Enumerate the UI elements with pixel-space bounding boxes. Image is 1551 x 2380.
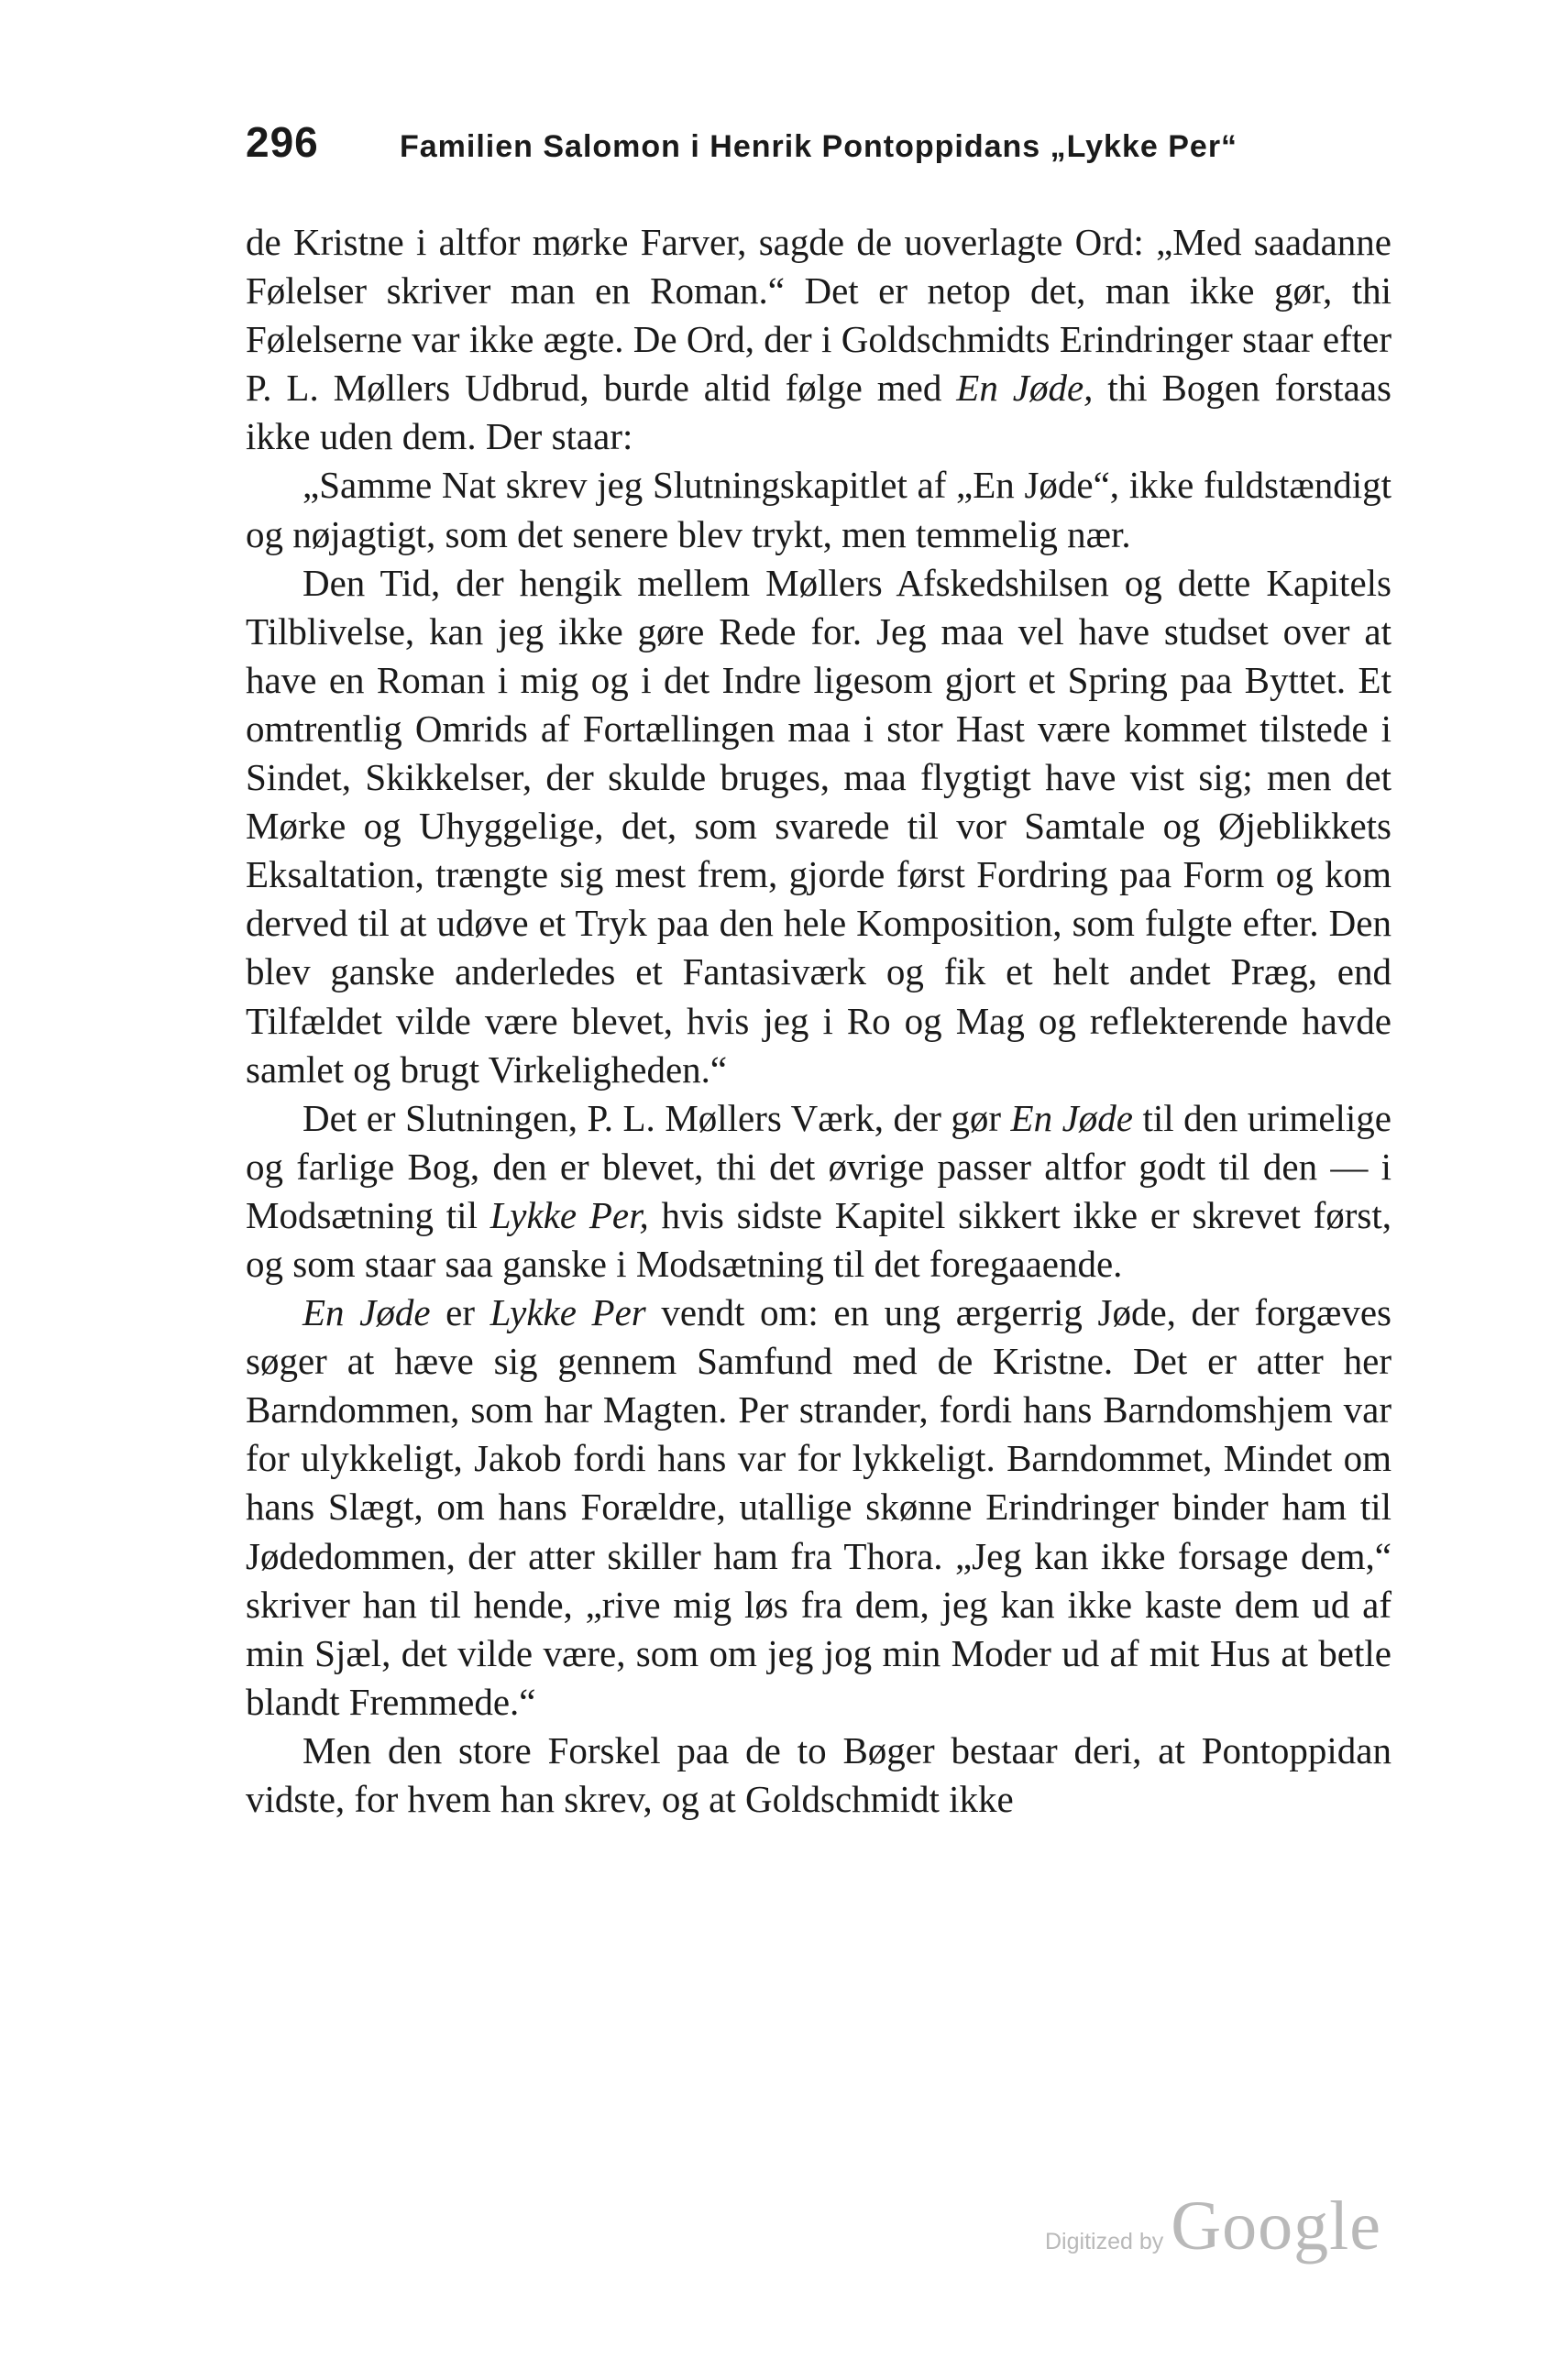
italic-title: En Jøde [1010,1096,1133,1139]
text-run: er [430,1291,490,1334]
running-title: Familien Salomon i Henrik Pontoppidans „Lykke Per“ [400,129,1238,164]
book-page [246,117,1392,1824]
italic-title: En Jøde, [956,367,1094,410]
running-header [246,117,1392,169]
paragraph [246,1289,1392,1727]
text-run: Men den store Forskel paa de to Bøger bestaar deri, at Pontoppidan vidste, for hvem han skrev, og at Goldschmidt ikke [246,1728,1392,1820]
text-run: vendt om: en ung ærgerrig Jøde, der forgæves søger at hæve sig gennem Samfund med de Kristne. Det er atter her Barndommen, som har Magten. Per strander, fordi hans Barndomshjem var for ulykkeligt, Jakob fordi hans var for lykkeligt. Barndommet, Mindet om hans Slægt, om hans Forældre, utallige skønne Erindringer binder ham til Jødedommen, der atter skiller ham fra Thora. „Jeg kan ikke forsage dem,“ skriver han til hende, „rive mig løs fra dem, jeg kan ikke kaste dem ud af min Sjæl, det vilde være, som om jeg jog min Moder ud af mit Hus at betle blandt Fremmede.“ [246,1291,1392,1723]
digitized-by-google-watermark [1045,2187,1381,2266]
text-run: hvis sidste Kapitel sikkert ikke er skrevet først, og som staar saa ganske i Modsætning til det foregaaende. [246,1193,1392,1285]
quote-paragraph [246,461,1392,558]
italic-title: Lykke Per [490,1291,646,1334]
italic-title: En Jøde [302,1291,431,1334]
paragraph [246,1727,1392,1824]
body-text [246,218,1392,1824]
text-run: Det er Slutningen, P. L. Møllers Værk, der gør [302,1096,1011,1139]
text-run: thi Bogen forstaas ikke uden dem. Der staar: [246,367,1392,458]
text-run: til den urimelige og farlige Bog, den er blevet, thi det øvrige passer altfor godt til den — i Modsætning til [246,1096,1392,1236]
text-run: Den Tid, der hengik mellem Møllers Afskedshilsen og dette Kapitels Tilblivelse, kan jeg ikke gøre Rede for. Jeg maa vel have studset over at have en Roman i mig og i det Indre ligesom gjort et Spring paa Byttet. Et omtrentlig Omrids af Fortællingen maa i stor Hast være kommet tilstede i Sindet, Skikkelser, der skulde bruges, maa flygtigt have vist sig; men det Mørke og Uhyggelige, det, som svarede til vor Samtale og Øjeblikkets Eksaltation, trængte sig mest frem, gjorde først Fordring paa Form og kom derved til at udøve et Tryk paa den hele Komposition, som fulgte efter. Den blev ganske anderledes et Fantasiværk og fik et helt andet Præg, end Tilfældet vilde være blevet, hvis jeg i Ro og Mag og reflekterende havde samlet og brugt Virkeligheden.“ [246,561,1392,1091]
paragraph [246,1094,1392,1289]
text-run: de Kristne i altfor mørke Farver, sagde de uoverlagte Ord: „Med saadanne Følelser skriver man en Roman.“ Det er netop det, man ikke gør, thi Følelserne var ikke ægte. De Ord, der i Goldschmidts Erindringer staar efter P. L. Møllers Udbrud, burde altid følge med [246,221,1392,410]
page-number: 296 [246,118,319,166]
quote-paragraph [246,559,1392,1094]
italic-title: Lykke Per, [490,1193,649,1236]
text-run: „Samme Nat skrev jeg Slutningskapitlet af „En Jøde“, ikke fuldstændigt og nøjagtigt, som det senere blev trykt, men temmelig nær. [246,464,1392,555]
paragraph [246,218,1392,461]
google-logo: Google [1171,2188,1381,2265]
watermark-prefix: Digitized by [1045,2229,1164,2254]
